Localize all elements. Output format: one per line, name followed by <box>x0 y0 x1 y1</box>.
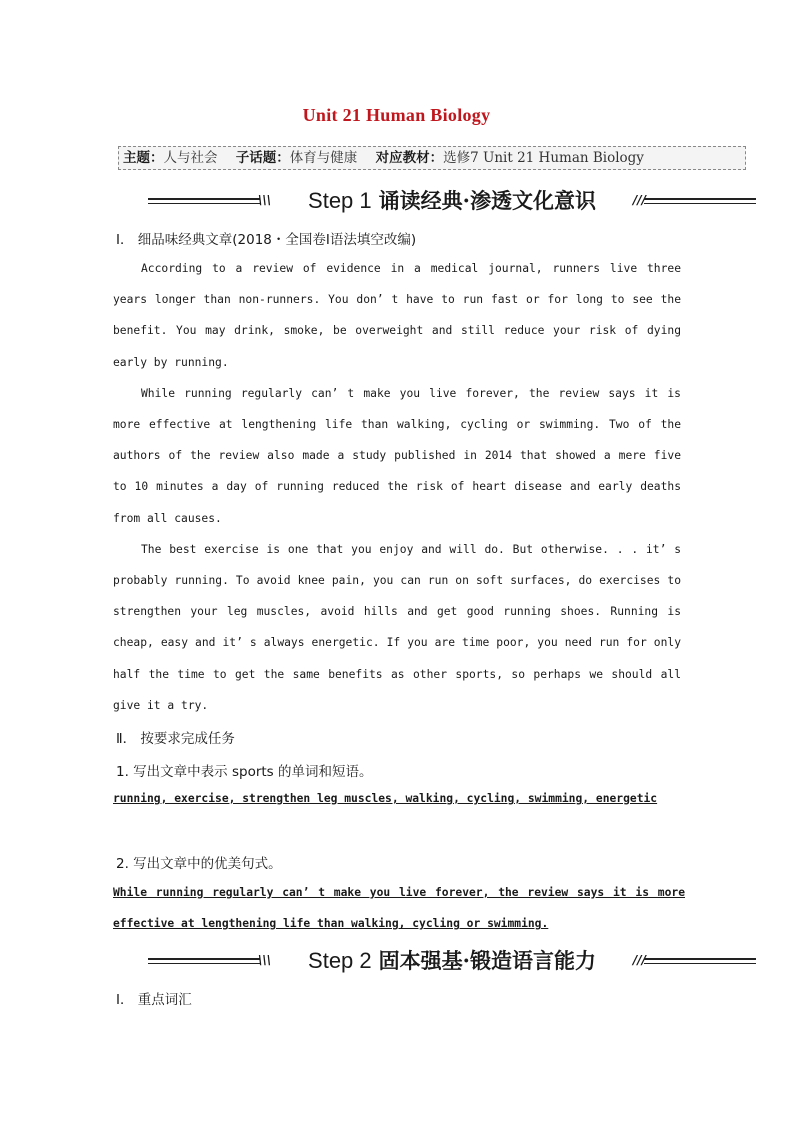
banner-rule-right <box>644 198 756 204</box>
step2-banner <box>148 945 756 977</box>
textbook-label: 对应教材： <box>375 150 444 166</box>
section1-heading: Ⅰ． 细品味经典文章(2018・全国卷Ⅰ语法填空改编) <box>116 232 417 248</box>
subtopic-label: 子话题： <box>235 150 290 166</box>
passage-paragraph: According to a review of evidence in a medical journal, runners live three years longer than non-runners. You don’ t have to run fast or for long to see the benefit. You may drink, smoke, be overweight and still reduce your risk of dying early by running. <box>113 262 681 369</box>
theme-label: 主题： <box>123 150 164 166</box>
subtopic-value: 体育与健康 <box>289 150 358 166</box>
passage <box>113 253 681 721</box>
step2-number: Step 2 <box>308 948 372 973</box>
task2-answer-text: While running regularly can’ t make you live forever, the review says it is more effective at lengthening life than walking, cycling or swimming. <box>113 886 685 931</box>
passage-paragraph: The best exercise is one that you enjoy and will do. But otherwise. . . it’ s probably running. To avoid knee pain, you can run on soft surfaces, do exercises to strengthen your leg muscles, avoid hills and get good running shoes. Running is cheap, easy and it’ s always energetic. If you are time poor, you need run for only half the time to get the same benefits as other sports, so perhaps we should all give it a try. <box>113 542 681 712</box>
banner-slash-left: \\\ <box>258 193 272 207</box>
task2-answer <box>113 877 685 939</box>
step1-banner <box>148 185 756 217</box>
step1-text: 诵读经典·渗透文化意识 <box>378 188 596 213</box>
banner-rule-right <box>644 958 756 964</box>
task1-answer-text: running, exercise, strengthen leg muscles, walking, cycling, swimming, energetic <box>113 792 658 805</box>
section3-heading: Ⅰ． 重点词汇 <box>116 992 192 1008</box>
textbook-value: 选修7 Unit 21 Human Biology <box>443 150 644 166</box>
banner-slash-left: \\\ <box>258 953 272 967</box>
step1-number: Step 1 <box>308 188 372 213</box>
task2-question: 2. 写出文章中的优美句式。 <box>116 856 282 872</box>
task1-question: 1. 写出文章中表示 sports 的单词和短语。 <box>116 764 373 780</box>
task1-answer <box>113 783 685 814</box>
theme-value: 人与社会 <box>163 150 218 166</box>
passage-paragraph: While running regularly can’ t make you live forever, the review says it is more effective at lengthening life than walking, cycling or swimming. Two of the authors of the review also made a study published in 2014 that showed a mere five to 10 minutes a day of running reduced the risk of heart disease and early deaths from all causes. <box>113 386 681 525</box>
step2-text: 固本强基·锻造语言能力 <box>378 948 596 973</box>
banner-slash-right: /// <box>632 953 646 967</box>
page-title: Unit 21 Human Biology <box>302 105 491 125</box>
topic-info-box <box>118 146 746 170</box>
banner-slash-right: /// <box>632 193 646 207</box>
section2-heading: Ⅱ． 按要求完成任务 <box>116 731 235 747</box>
